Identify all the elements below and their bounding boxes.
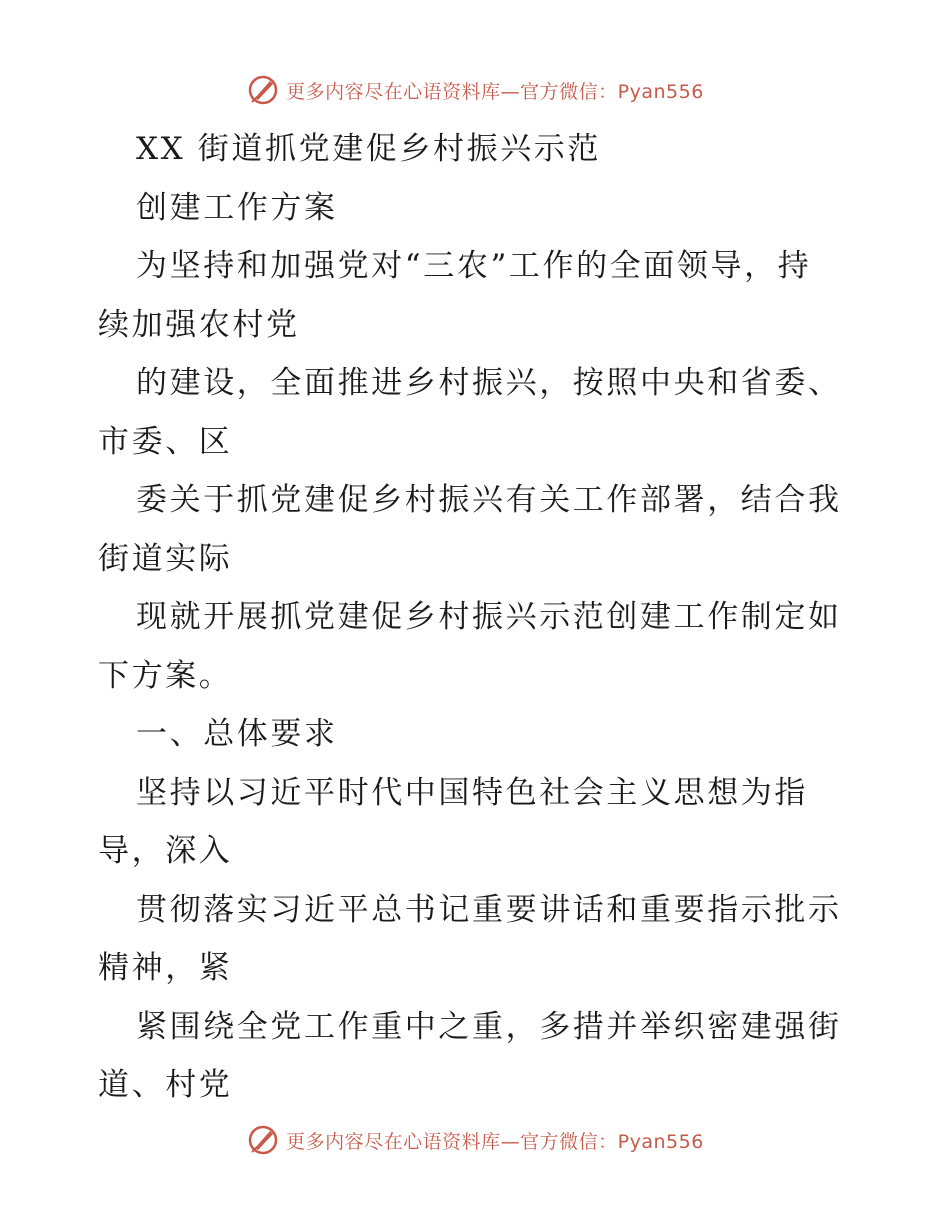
paragraph-line: 的建设，全面推进乡村振兴，按照中央和省委、 bbox=[136, 365, 842, 401]
footer-watermark-text: 更多内容尽在心语资料库—官方微信：Pyan556 bbox=[286, 1130, 704, 1153]
paragraph-line: 精神，紧 bbox=[98, 950, 233, 986]
paragraph-line: 导，深入 bbox=[98, 833, 233, 869]
document-body bbox=[98, 120, 854, 1115]
paragraph-line: 道、村党 bbox=[98, 1067, 233, 1103]
quill-logo-icon bbox=[246, 73, 280, 107]
quill-logo-icon bbox=[246, 1123, 280, 1157]
paragraph-line: 为坚持和加强党对“三农”工作的全面领导，持 bbox=[136, 248, 812, 284]
paragraph-line: 续加强农村党 bbox=[98, 306, 300, 343]
title-line-2: 创建工作方案 bbox=[136, 189, 338, 226]
header-watermark-text: 更多内容尽在心语资料库—官方微信：Pyan556 bbox=[286, 80, 704, 103]
paragraph-line: 现就开展抓党建促乡村振兴示范创建工作制定如 bbox=[136, 599, 842, 635]
paragraph-line: 市委、区 bbox=[98, 423, 233, 460]
paragraph-line: 下方案。 bbox=[98, 657, 233, 694]
section-heading: 一、总体要求 bbox=[136, 716, 338, 752]
paragraph-line: 贯彻落实习近平总书记重要讲话和重要指示批示 bbox=[136, 891, 842, 928]
footer-watermark-banner bbox=[0, 1118, 950, 1162]
paragraph-line: 坚持以习近平时代中国特色社会主义思想为指 bbox=[136, 774, 808, 811]
paragraph-line: 委关于抓党建促乡村振兴有关工作部署，结合我 bbox=[136, 482, 842, 518]
title-line-1: XX 街道抓党建促乡村振兴示范 bbox=[136, 131, 601, 167]
paragraph-line: 紧围绕全党工作重中之重，多措并举织密建强街 bbox=[136, 1008, 842, 1045]
paragraph-line: 街道实际 bbox=[98, 540, 233, 577]
header-watermark-banner bbox=[0, 68, 950, 112]
